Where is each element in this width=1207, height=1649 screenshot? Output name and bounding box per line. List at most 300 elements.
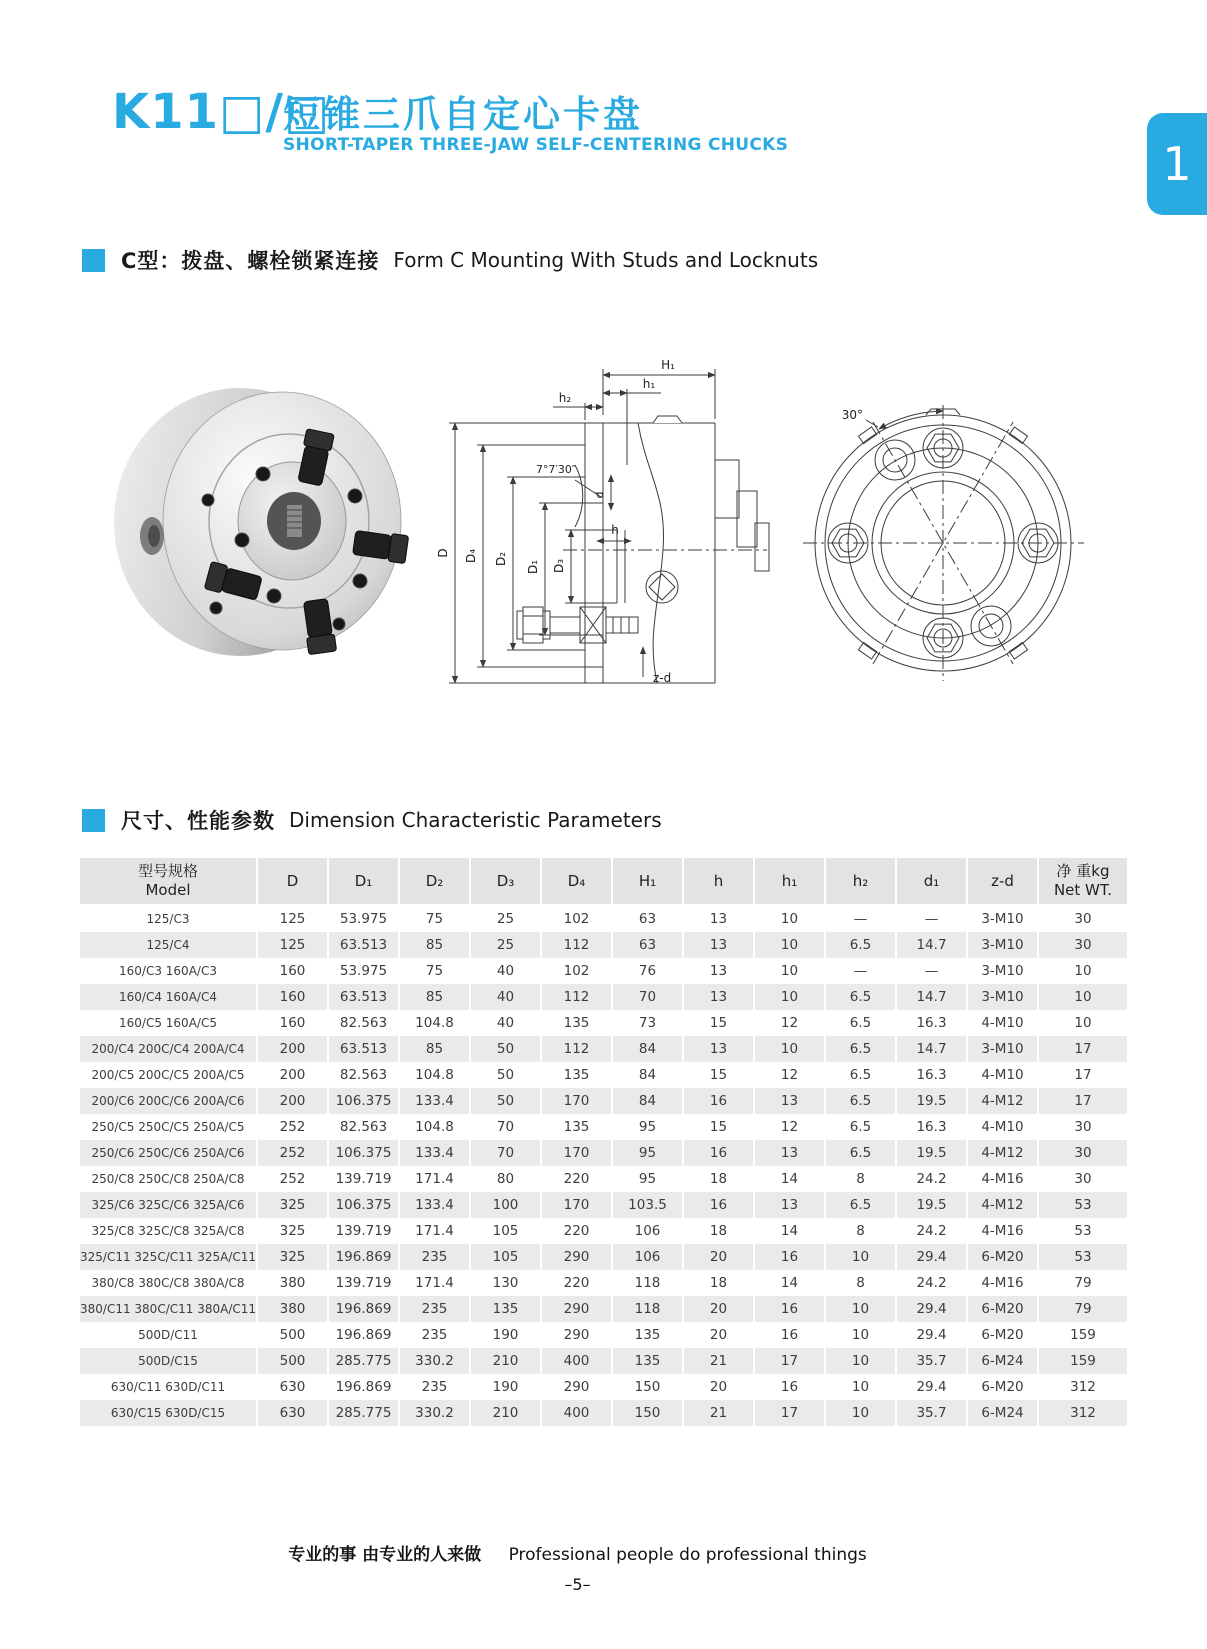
model-cell: 630/C11 630D/C11: [110, 1380, 226, 1394]
footer-slogan: [0, 1540, 1155, 1565]
value-cell: 196.869: [328, 1296, 399, 1322]
value-cell: 30: [1038, 1114, 1127, 1140]
value-cell: 170: [541, 1088, 612, 1114]
value-cell: 12: [754, 1114, 825, 1140]
value-cell: 235: [399, 1296, 470, 1322]
value-cell: 290: [541, 1244, 612, 1270]
value-cell: 20: [683, 1374, 754, 1400]
value-cell: 159: [1038, 1348, 1127, 1374]
model-cell: 630/C15 630D/C15: [110, 1406, 226, 1420]
value-cell: 19.5: [896, 1088, 967, 1114]
value-cell: 135: [541, 1010, 612, 1036]
value-cell: 171.4: [399, 1270, 470, 1296]
value-cell: 6.5: [825, 1036, 896, 1062]
rim-slot-inner: [148, 525, 160, 547]
value-cell: 6.5: [825, 1062, 896, 1088]
value-cell: 16: [754, 1374, 825, 1400]
value-cell: 82.563: [328, 1062, 399, 1088]
value-cell: 630: [257, 1374, 328, 1400]
weight-header-en: Net WT.: [1053, 881, 1113, 899]
value-cell: 160: [257, 1010, 328, 1036]
value-cell: 160: [257, 984, 328, 1010]
value-cell: 15: [683, 1114, 754, 1140]
model-cell: 500D/C15: [138, 1354, 198, 1368]
value-cell: 17: [1038, 1088, 1127, 1114]
section-mounting-title-en: Form C Mounting With Studs and Locknuts: [393, 248, 819, 272]
model-cell: 200/C5 200C/C5 200A/C5: [91, 1068, 245, 1082]
model-header-en: Model: [145, 881, 191, 899]
table-row: [80, 1374, 1127, 1400]
value-cell: 196.869: [328, 1374, 399, 1400]
value-cell: 285.775: [328, 1348, 399, 1374]
table-row: [80, 958, 1127, 984]
value-cell: 14.7: [896, 1036, 967, 1062]
dim-label-zd: z-d: [653, 671, 672, 685]
section-view-drawing: [425, 345, 770, 695]
value-cell: 53: [1038, 1244, 1127, 1270]
value-cell: 6.5: [825, 932, 896, 958]
value-cell: 85: [399, 1036, 470, 1062]
front-view-drawing: [778, 383, 1108, 683]
value-cell: 25: [470, 932, 541, 958]
model-cell: 125/C4: [146, 938, 190, 952]
value-cell: 82.563: [328, 1114, 399, 1140]
value-cell: 104.8: [399, 1062, 470, 1088]
model-cell: 380/C11 380C/C11 380A/C11: [80, 1302, 257, 1316]
value-cell: 171.4: [399, 1166, 470, 1192]
value-cell: 4-M10: [967, 1062, 1038, 1088]
table-row: [80, 1348, 1127, 1374]
value-cell: 6.5: [825, 1192, 896, 1218]
dim-label-h: h: [611, 523, 619, 537]
col-header: D₃: [470, 858, 541, 905]
table-row: [80, 1322, 1127, 1348]
value-cell: 16: [683, 1140, 754, 1166]
value-cell: 4-M12: [967, 1140, 1038, 1166]
col-header: D₂: [399, 858, 470, 905]
value-cell: —: [896, 905, 967, 932]
value-cell: 13: [754, 1140, 825, 1166]
model-cell: 250/C8 250C/C8 250A/C8: [91, 1172, 245, 1186]
model-cell: 325/C8 325C/C8 325A/C8: [91, 1224, 245, 1238]
table-row: [80, 1400, 1127, 1426]
value-cell: 19.5: [896, 1140, 967, 1166]
col-header: h₁: [754, 858, 825, 905]
value-cell: 18: [683, 1166, 754, 1192]
value-cell: 10: [825, 1374, 896, 1400]
footer-slogan-en: Professional people do professional things: [508, 1545, 867, 1565]
value-cell: 170: [541, 1192, 612, 1218]
table-row: [80, 1114, 1127, 1140]
value-cell: 235: [399, 1244, 470, 1270]
value-cell: 4-M16: [967, 1270, 1038, 1296]
value-cell: 75: [399, 958, 470, 984]
value-cell: 133.4: [399, 1192, 470, 1218]
value-cell: 24.2: [896, 1166, 967, 1192]
table-body: [80, 905, 1127, 1426]
value-cell: 20: [683, 1296, 754, 1322]
value-cell: 139.719: [328, 1218, 399, 1244]
col-header: h: [683, 858, 754, 905]
dim-label-h1: h₁: [642, 377, 656, 391]
value-cell: 135: [541, 1114, 612, 1140]
value-cell: 10: [754, 905, 825, 932]
value-cell: 4-M16: [967, 1166, 1038, 1192]
value-cell: 76: [612, 958, 683, 984]
value-cell: 3-M10: [967, 932, 1038, 958]
value-cell: 20: [683, 1244, 754, 1270]
value-cell: 29.4: [896, 1322, 967, 1348]
value-cell: 16: [754, 1244, 825, 1270]
value-cell: 17: [754, 1400, 825, 1426]
value-cell: 13: [683, 984, 754, 1010]
value-cell: 16.3: [896, 1114, 967, 1140]
value-cell: 40: [470, 1010, 541, 1036]
value-cell: 500: [257, 1322, 328, 1348]
model-cell: 200/C4 200C/C4 200A/C4: [91, 1042, 245, 1056]
value-cell: 16: [683, 1088, 754, 1114]
value-cell: 63: [612, 932, 683, 958]
value-cell: —: [825, 905, 896, 932]
value-cell: 200: [257, 1036, 328, 1062]
dim-label-taper-angle: 7°7′30″: [535, 463, 577, 476]
value-cell: 125: [257, 932, 328, 958]
value-cell: 53: [1038, 1218, 1127, 1244]
model-cell: 160/C3 160A/C3: [119, 964, 217, 978]
section-bullet-icon: [82, 249, 105, 272]
value-cell: 30: [1038, 1140, 1127, 1166]
value-cell: 84: [612, 1036, 683, 1062]
value-cell: 10: [754, 1036, 825, 1062]
value-cell: 160: [257, 958, 328, 984]
value-cell: 210: [470, 1400, 541, 1426]
chapter-number: 1: [1162, 137, 1192, 191]
value-cell: 53: [1038, 1192, 1127, 1218]
value-cell: 135: [470, 1296, 541, 1322]
value-cell: 84: [612, 1062, 683, 1088]
value-cell: 135: [612, 1322, 683, 1348]
value-cell: 150: [612, 1400, 683, 1426]
value-cell: 102: [541, 958, 612, 984]
value-cell: 190: [470, 1374, 541, 1400]
value-cell: 6.5: [825, 1088, 896, 1114]
value-cell: 17: [1038, 1062, 1127, 1088]
value-cell: 10: [1038, 1010, 1127, 1036]
dim-label-d: d: [593, 491, 606, 499]
model-cell: 250/C5 250C/C5 250A/C5: [91, 1120, 245, 1134]
value-cell: 500: [257, 1348, 328, 1374]
value-cell: 150: [612, 1374, 683, 1400]
value-cell: 95: [612, 1140, 683, 1166]
value-cell: 106: [612, 1218, 683, 1244]
section-bullet-icon: [82, 809, 105, 832]
value-cell: 82.563: [328, 1010, 399, 1036]
value-cell: 102: [541, 905, 612, 932]
value-cell: 8: [825, 1218, 896, 1244]
dim-label-30deg: 30°: [841, 408, 863, 422]
value-cell: 252: [257, 1166, 328, 1192]
value-cell: 13: [683, 958, 754, 984]
value-cell: 73: [612, 1010, 683, 1036]
value-cell: 70: [470, 1140, 541, 1166]
value-cell: 14: [754, 1270, 825, 1296]
table-row: [80, 1088, 1127, 1114]
value-cell: 380: [257, 1296, 328, 1322]
value-cell: 19.5: [896, 1192, 967, 1218]
value-cell: 6.5: [825, 1010, 896, 1036]
col-header: D₁: [328, 858, 399, 905]
col-header: h₂: [825, 858, 896, 905]
value-cell: 312: [1038, 1400, 1127, 1426]
value-cell: 10: [825, 1296, 896, 1322]
value-cell: 6-M20: [967, 1244, 1038, 1270]
value-cell: 50: [470, 1062, 541, 1088]
value-cell: 100: [470, 1192, 541, 1218]
model-header-cn: 型号规格: [137, 862, 198, 881]
value-cell: 105: [470, 1218, 541, 1244]
value-cell: 63.513: [328, 1036, 399, 1062]
value-cell: 130: [470, 1270, 541, 1296]
footer-slogan-cn: 专业的事 由专业的人来做: [288, 1545, 482, 1565]
value-cell: 139.719: [328, 1270, 399, 1296]
value-cell: 10: [1038, 958, 1127, 984]
value-cell: 63.513: [328, 932, 399, 958]
value-cell: 14.7: [896, 932, 967, 958]
value-cell: 325: [257, 1218, 328, 1244]
section-dimensions-heading: [82, 805, 662, 835]
col-header: d₁: [896, 858, 967, 905]
model-cell: 325/C6 325C/C6 325A/C6: [91, 1198, 245, 1212]
value-cell: 10: [1038, 984, 1127, 1010]
value-cell: 190: [470, 1322, 541, 1348]
value-cell: 10: [754, 958, 825, 984]
value-cell: 40: [470, 958, 541, 984]
value-cell: 16.3: [896, 1010, 967, 1036]
value-cell: 50: [470, 1088, 541, 1114]
value-cell: 196.869: [328, 1322, 399, 1348]
value-cell: 196.869: [328, 1244, 399, 1270]
value-cell: 53.975: [328, 905, 399, 932]
table-row: [80, 1140, 1127, 1166]
value-cell: 125: [257, 905, 328, 932]
value-cell: 10: [754, 932, 825, 958]
value-cell: 6-M24: [967, 1400, 1038, 1426]
section-dimensions-title-en: Dimension Characteristic Parameters: [289, 808, 662, 832]
value-cell: 25: [470, 905, 541, 932]
value-cell: 29.4: [896, 1374, 967, 1400]
table-row: [80, 1036, 1127, 1062]
value-cell: 630: [257, 1400, 328, 1426]
value-cell: 16: [683, 1192, 754, 1218]
chapter-tab: [1147, 113, 1207, 215]
value-cell: 21: [683, 1400, 754, 1426]
value-cell: 159: [1038, 1322, 1127, 1348]
value-cell: 16: [754, 1322, 825, 1348]
value-cell: 112: [541, 932, 612, 958]
page-title-cn: 短锥三爪自定心卡盘: [283, 93, 643, 136]
value-cell: 50: [470, 1036, 541, 1062]
value-cell: 20: [683, 1322, 754, 1348]
value-cell: 10: [825, 1244, 896, 1270]
col-header: D: [257, 858, 328, 905]
table-header-row: [80, 858, 1127, 905]
value-cell: —: [825, 958, 896, 984]
value-cell: 3-M10: [967, 958, 1038, 984]
value-cell: 400: [541, 1400, 612, 1426]
value-cell: 85: [399, 932, 470, 958]
dim-label-D4: D₄: [464, 548, 478, 564]
value-cell: 118: [612, 1270, 683, 1296]
value-cell: 118: [612, 1296, 683, 1322]
value-cell: 85: [399, 984, 470, 1010]
value-cell: 6-M20: [967, 1296, 1038, 1322]
value-cell: 4-M10: [967, 1114, 1038, 1140]
page-title-en: SHORT-TAPER THREE-JAW SELF-CENTERING CHUCKS: [283, 135, 789, 155]
value-cell: 106.375: [328, 1140, 399, 1166]
value-cell: 6-M20: [967, 1374, 1038, 1400]
value-cell: —: [896, 958, 967, 984]
value-cell: 24.2: [896, 1218, 967, 1244]
value-cell: 103.5: [612, 1192, 683, 1218]
dim-label-D: D: [436, 548, 450, 558]
value-cell: 16: [754, 1296, 825, 1322]
table-row: [80, 1192, 1127, 1218]
value-cell: 40: [470, 984, 541, 1010]
table-row: [80, 1270, 1127, 1296]
value-cell: 220: [541, 1218, 612, 1244]
table-row: [80, 1244, 1127, 1270]
page-number: –5–: [564, 1575, 591, 1594]
value-cell: 14: [754, 1218, 825, 1244]
section-dimensions-title-cn: 尺寸、性能参数: [121, 809, 275, 833]
table-row: [80, 1296, 1127, 1322]
value-cell: 15: [683, 1010, 754, 1036]
value-cell: 84: [612, 1088, 683, 1114]
value-cell: 135: [541, 1062, 612, 1088]
value-cell: 106.375: [328, 1192, 399, 1218]
table-row: [80, 1010, 1127, 1036]
value-cell: 325: [257, 1244, 328, 1270]
table-row: [80, 984, 1127, 1010]
value-cell: 13: [683, 932, 754, 958]
dim-label-h2: h₂: [558, 391, 572, 405]
value-cell: 95: [612, 1114, 683, 1140]
table-row: [80, 1062, 1127, 1088]
value-cell: 330.2: [399, 1348, 470, 1374]
value-cell: 79: [1038, 1296, 1127, 1322]
model-cell: 380/C8 380C/C8 380A/C8: [91, 1276, 245, 1290]
value-cell: 24.2: [896, 1270, 967, 1296]
value-cell: 380: [257, 1270, 328, 1296]
value-cell: 106.375: [328, 1088, 399, 1114]
value-cell: 29.4: [896, 1244, 967, 1270]
value-cell: 210: [470, 1348, 541, 1374]
value-cell: 235: [399, 1374, 470, 1400]
value-cell: 16.3: [896, 1062, 967, 1088]
value-cell: 6-M20: [967, 1322, 1038, 1348]
value-cell: 8: [825, 1270, 896, 1296]
value-cell: 18: [683, 1270, 754, 1296]
value-cell: 17: [754, 1348, 825, 1374]
model-cell: 200/C6 200C/C6 200A/C6: [91, 1094, 245, 1108]
value-cell: 13: [754, 1088, 825, 1114]
dimension-table: [80, 858, 1127, 1426]
value-cell: 6.5: [825, 984, 896, 1010]
value-cell: 30: [1038, 1166, 1127, 1192]
value-cell: 220: [541, 1166, 612, 1192]
value-cell: 35.7: [896, 1400, 967, 1426]
value-cell: 220: [541, 1270, 612, 1296]
value-cell: 8: [825, 1166, 896, 1192]
value-cell: 70: [612, 984, 683, 1010]
value-cell: 10: [754, 984, 825, 1010]
value-cell: 285.775: [328, 1400, 399, 1426]
value-cell: 18: [683, 1218, 754, 1244]
value-cell: 30: [1038, 932, 1127, 958]
section-mounting-heading: [82, 245, 818, 275]
value-cell: 4-M10: [967, 1010, 1038, 1036]
value-cell: 14: [754, 1166, 825, 1192]
value-cell: 21: [683, 1348, 754, 1374]
value-cell: 400: [541, 1348, 612, 1374]
value-cell: 14.7: [896, 984, 967, 1010]
value-cell: 3-M10: [967, 1036, 1038, 1062]
value-cell: 80: [470, 1166, 541, 1192]
value-cell: 53.975: [328, 958, 399, 984]
col-header: z-d: [967, 858, 1038, 905]
value-cell: 79: [1038, 1270, 1127, 1296]
value-cell: 30: [1038, 905, 1127, 932]
value-cell: 95: [612, 1166, 683, 1192]
value-cell: 6.5: [825, 1114, 896, 1140]
value-cell: 330.2: [399, 1400, 470, 1426]
value-cell: 133.4: [399, 1140, 470, 1166]
value-cell: 75: [399, 905, 470, 932]
value-cell: 312: [1038, 1374, 1127, 1400]
value-cell: 290: [541, 1296, 612, 1322]
value-cell: 63.513: [328, 984, 399, 1010]
table-row: [80, 905, 1127, 932]
col-header-weight: [1038, 858, 1127, 905]
product-series-code: K11□/□: [112, 84, 331, 140]
value-cell: 112: [541, 1036, 612, 1062]
value-cell: 139.719: [328, 1166, 399, 1192]
value-cell: 15: [683, 1062, 754, 1088]
value-cell: 171.4: [399, 1218, 470, 1244]
value-cell: 70: [470, 1114, 541, 1140]
value-cell: 170: [541, 1140, 612, 1166]
value-cell: 252: [257, 1114, 328, 1140]
value-cell: 106: [612, 1244, 683, 1270]
value-cell: 104.8: [399, 1114, 470, 1140]
col-header: D₄: [541, 858, 612, 905]
col-header: H₁: [612, 858, 683, 905]
value-cell: 235: [399, 1322, 470, 1348]
value-cell: 105: [470, 1244, 541, 1270]
value-cell: 13: [683, 1036, 754, 1062]
value-cell: 29.4: [896, 1296, 967, 1322]
value-cell: 4-M12: [967, 1192, 1038, 1218]
section-mounting-title-cn: C型：拨盘、螺栓锁紧连接: [121, 249, 380, 273]
value-cell: 63: [612, 905, 683, 932]
col-header-model: [80, 858, 257, 905]
value-cell: 3-M10: [967, 984, 1038, 1010]
value-cell: 133.4: [399, 1088, 470, 1114]
value-cell: 13: [754, 1192, 825, 1218]
value-cell: 135: [612, 1348, 683, 1374]
value-cell: 10: [825, 1400, 896, 1426]
model-cell: 325/C11 325C/C11 325A/C11: [80, 1250, 257, 1264]
